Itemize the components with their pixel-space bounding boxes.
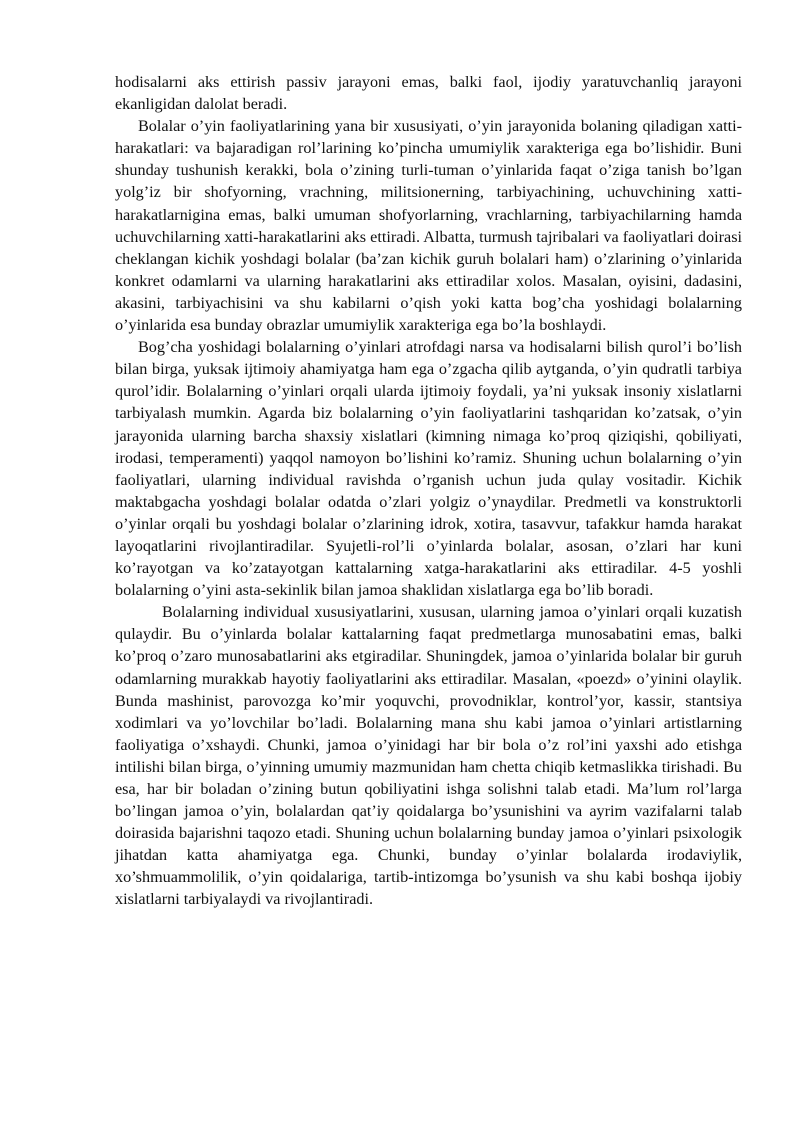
paragraph-continuation: hodisalarni aks ettirish passiv jarayoni emas, balki faol, ijodiy yaratuvchanliq jarayoni ekanligidan dalolat beradi. [115, 73, 742, 114]
paragraph-game-roles: Bolalar o’yin faoliyatlarining yana bir xususiyati, o’yin jarayonida bolaning qiladigan xatti-harakatlari: va bajaradigan rol’larining ko’pincha umumiylik xarakteriga ega bo’lishidir. Buni shunday tushunish kerakki, bola o’zining turli-tuman o’yinlarida faqat o’ziga tanish bo’lgan yolg’iz bir shofyorning, vrachning, militsionerning, tarbiyachining, uchuvchining xatti-harakatlarnigina emas, balki umuman shofyorlarning, vrachlarning, tarbiyachilarning hamda uchuvchilarning xatti-harakatlarini aks ettiradi. Albatta, turmush tajribalari va faoliyatlari doirasi cheklangan kichik yoshdagi bolalar (ba’zan kichik guruh bolalari ham) o’zlarining o’yinlarida konkret odamlarni va ularning harakatlarini aks ettiradilar xolos. Masalan, oyisini, dadasini, akasini, tarbiyachisini va shu kabilarni o’qish yoki katta bog’cha yoshidagi bolalarning o’yinlarida esa bunday obrazlar umumiylik xarakteriga ega bo’la boshlaydi. [115, 117, 742, 335]
paragraph-collective-games: Bolalarning individual xususiyatlarini, xususan, ularning jamoa o’yinlari orqali kuzatish qulaydir. Bu o’yinlarda bolalar kattalarning faqat predmetlarga munosabatini emas, balki ko’proq o’zaro munosabatlarini aks etgiradilar. Shuningdek, jamoa o’yinlarida bolalar bir guruh odamlarning murakkab hayotiy faoliyatlarini aks ettiradilar. Masalan, «poezd» o’yinini olaylik. Bunda mashinist, parovozga ko’mir yoquvchi, provodniklar, kontrol’yor, kassir, stantsiya xodimlari va yo’lovchilar bo’ladi. Bolalarning mana shu kabi jamoa o’yinlari artistlarning faoliyatiga o’xshaydi. Chunki, jamoa o’yinidagi har bir bola o’z rol’ini yaxshi ado etishga intilishi bilan birga, o’yinning umumiy mazmunidan ham chetta chiqib ketmaslikka tirishadi. Bu esa, har bir boladan o’zining butun qobiliyatini ishga solishni talab etadi. Ma’lum rol’larga bo’lingan jamoa o’yin, bolalardan qat’iy qoidalarga bo’ysunishini va ayrim vazifalarni talab doirasida bajarishni taqozo etadi. Shuning uchun bolalarning bunday jamoa o’yinlari psixologik jihatdan katta ahamiyatga ega. Chunki, bunday o’yinlar bolalarda irodaviylik, xo’shmuammolilik, o’yin qoidalariga, tartib-intizomga bo’ysunish va shu kabi boshqa ijobiy xislatlarni tarbiyalaydi va rivojlantiradi. [115, 603, 742, 909]
paragraph-game-education: Bog’cha yoshidagi bolalarning o’yinlari atrofdagi narsa va hodisalarni bilish qurol’i bo’lish bilan birga, yuksak ijtimoiy ahamiyatga ham ega o’zgacha qilib aytganda, o’yin qudratli tarbiya qurol’idir. Bolalarning o’yinlari orqali ularda ijtimoiy foydali, ya’ni yuksak insoniy xislatlarni tarbiyalash mumkin. Agarda biz bolalarning o’yin faoliyatlarini tashqaridan ko’zatsak, o’yin jarayonida ularning barcha shaxsiy xislatlari (kimning nimaga ko’proq qiziqishi, qobiliyati, irodasi, temperamenti) yaqqol namoyon bo’lishini ko’ramiz. Shuning uchun bolalarning o’yin faoliyatlari, ularning individual ravishda o’rganish uchun juda qulay vositadir. Kichik maktabgacha yoshdagi bolalar odatda o’zlari yolgiz o’ynaydilar. Predmetli va konstruktorli o’yinlar orqali bu yoshdagi bolalar o’zlarining idrok, xotira, tasavvur, tafakkur hamda harakat layoqatlarini rivojlantiradilar. Syujetli-rol’li o’yinlarda bolalar, asosan, o’zlari har kuni ko’rayotgan va ko’zatayotgan kattalarning xatga-harakatlarini aks ettiradilar. 4-5 yoshli bolalarning o’yini asta-sekinlik bilan jamoa shaklidan xislatlarga ega bo’lib boradi. [115, 338, 742, 600]
document-page [115, 71, 742, 911]
